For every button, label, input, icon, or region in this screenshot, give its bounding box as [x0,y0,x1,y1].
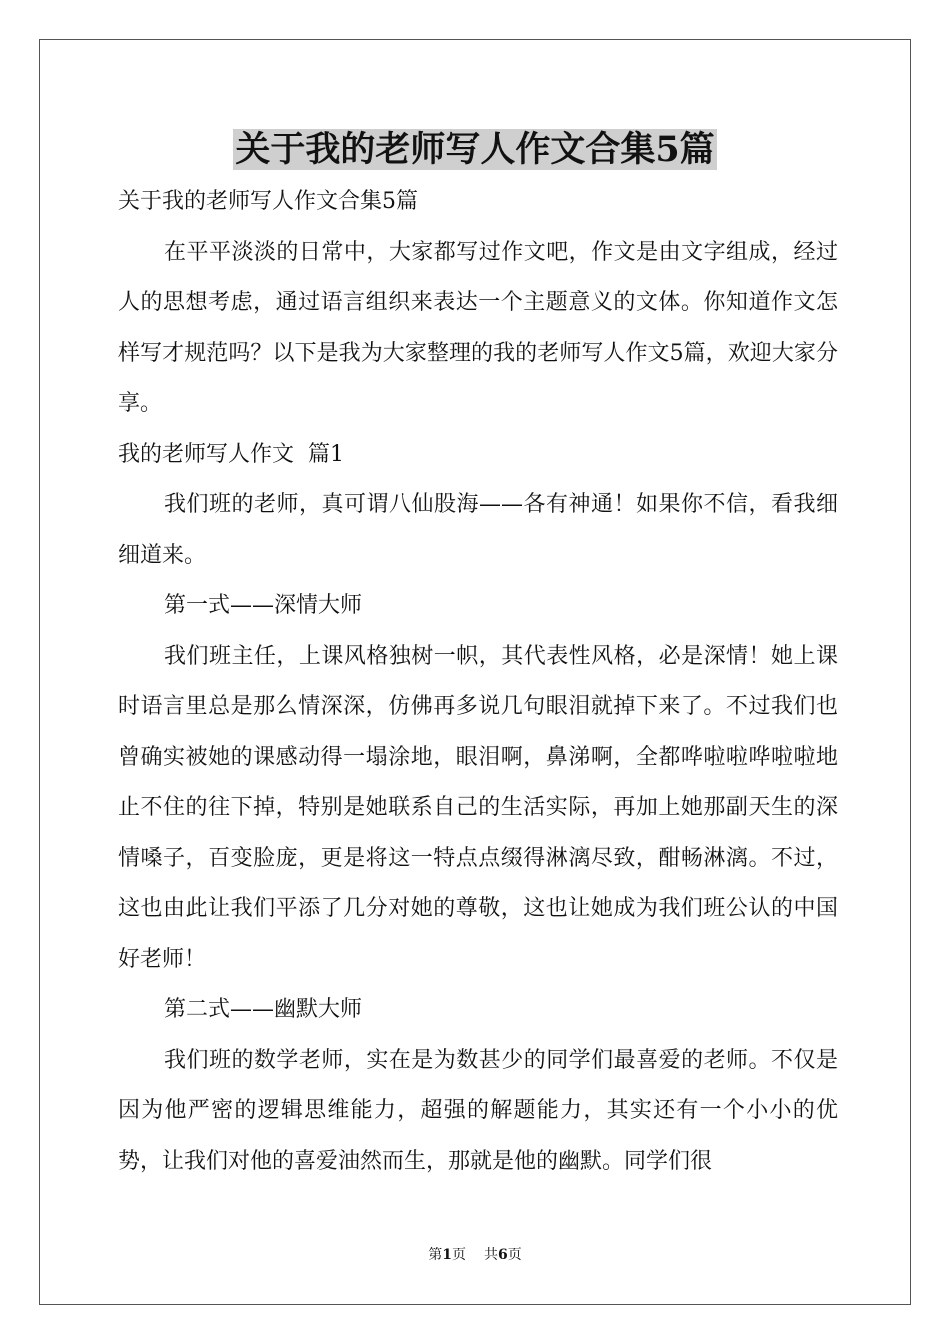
page-footer [0,1245,950,1265]
body-paragraph: 关于我的老师写人作文合集5篇 [118,189,418,214]
body-paragraph: 在平平淡淡的日常中，大家都写过作文吧，作文是由文字组成，经过人的思想考虑，通过语言组织来表达一个主题意义的文体。你知道作文怎样写才规范吗？以下是我为大家整理的我的老师写人作文5篇，欢迎大家分享。 [118,239,838,416]
footer-page-number: 1 [442,1247,452,1263]
body-paragraph: 我们班主任，上课风格独树一帜，其代表性风格，必是深情！她上课时语言里总是那么情深深，仿佛再多说几句眼泪就掉下来了。不过我们也曾确实被她的课感动得一塌涂地，眼泪啊，鼻涕啊，全都哗啦啦哗啦啦地止不住的往下掉，特别是她联系自己的生活实际，再加上她那副天生的深情嗓子，百变脸庞，更是将这一特点点缀得淋漓尽致，酣畅淋漓。不过，这也由此让我们平添了几分对她的尊敬，这也让她成为我们班公认的中国好老师！ [118,643,838,972]
footer-total-prefix: 共 [484,1247,498,1263]
section-heading: 我的老师写人作文 篇1 [118,441,344,467]
sub-heading: 第二式——幽默大师 [164,997,363,1022]
body-paragraph: 我们班的老师，真可谓八仙股海——各有神通！如果你不信，看我细细道来。 [118,492,838,568]
document-title-text: 关于我的老师写人作文合集5篇 [235,129,715,170]
body-paragraph: 我们班的数学老师，实在是为数甚少的同学们最喜爱的老师。不仅是因为他严密的逻辑思维能力，超强的解题能力，其实还有一个小小的优势，让我们对他的喜爱油然而生，那就是他的幽默。同学们很 [118,1047,838,1174]
footer-page-prefix: 第 [428,1247,443,1263]
footer-total-suffix: 页 [507,1247,522,1263]
footer-page-suffix: 页 [452,1247,466,1263]
sub-heading: 第一式——深情大师 [164,593,363,618]
document-title [0,125,950,175]
document-body [118,177,838,1187]
footer-total-number: 6 [498,1247,508,1263]
